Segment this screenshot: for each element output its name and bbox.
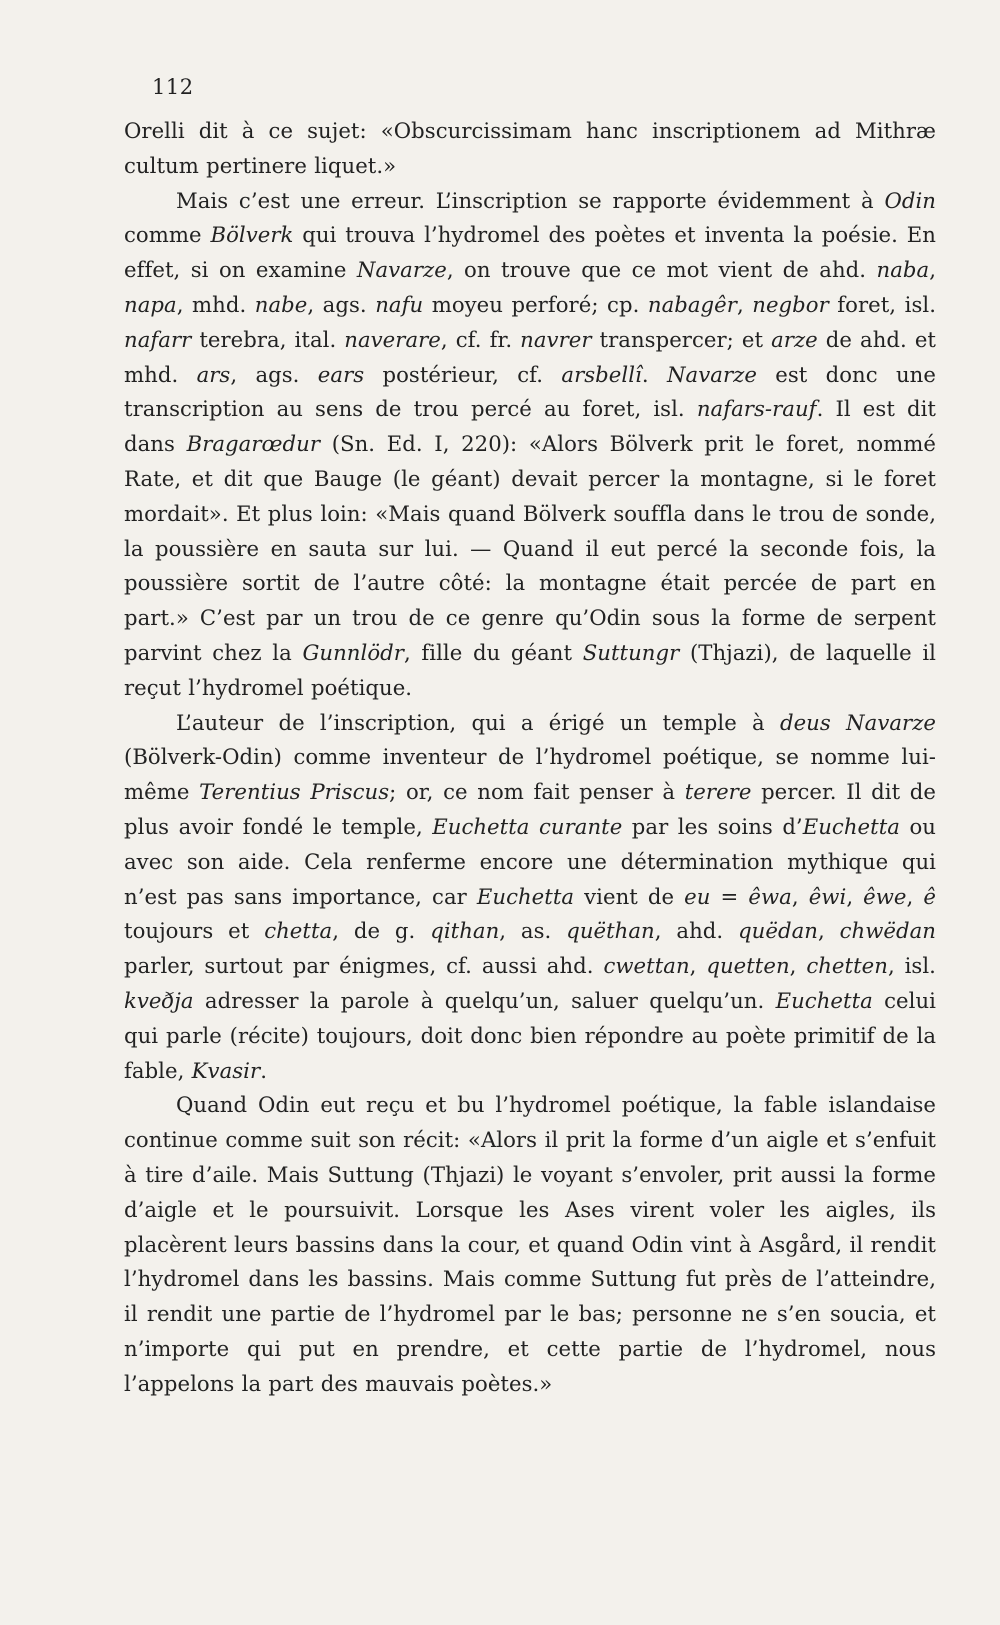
paragraph (124, 184, 936, 706)
italic-term: Kvasir (191, 1057, 261, 1083)
italic-term: nafu (375, 291, 424, 317)
italic-term: quetten (706, 953, 790, 979)
text-run: transpercer; et (591, 326, 772, 352)
text-run: , de g. (332, 918, 431, 944)
italic-term: êwe (863, 883, 907, 909)
page-number: 112 (152, 75, 194, 99)
italic-term: Navarze (666, 361, 757, 387)
italic-term: naba (876, 257, 930, 283)
text-run: (Sn. Ed. I, 220): «Alors Bölverk prit le foret, nommé Rate, et dit que Bauge (le géant) devait percer la montagne, si le foret mordait». Et plus loin: «Mais quand Bölverk souffla dans le trou de sonde, la poussière en sauta sur lui. — Quand il eut percé la seconde fois, la poussière sortit de l’autre côté: la montagne était percée de part en part.» C’est par un trou de ce genre qu’Odin sous la forme de serpent parvint chez la (124, 431, 936, 665)
text-run: percer. Il dit de plus avoir fondé le temple, (124, 779, 937, 839)
text-run: , ags. (307, 291, 376, 317)
text-run: de ahd. et mhd. (124, 326, 936, 387)
text-run: (Bölverk-Odin) comme inventeur de l’hydromel poétique, se nomme lui-même (124, 744, 936, 805)
text-run: L’auteur de l’inscription, qui a érigé un temple à (176, 709, 780, 735)
text-run: terebra, ital. (191, 326, 345, 352)
text-run: qui trouva l’hydromel des poètes et inventa la poésie. En effet, si on examine (124, 222, 936, 283)
italic-term: Gunnlödr (302, 639, 404, 665)
body-text (124, 114, 936, 1401)
text-run: , on trouve que ce mot vient de ahd. (446, 257, 877, 283)
text-run: , (789, 953, 807, 979)
text-run: Orelli dit à ce sujet: «Obscurcissimam hanc inscriptionem ad Mithræ cultum pertinere liquet.» (124, 118, 936, 178)
italic-term: êwa (748, 883, 792, 909)
text-run: , as. (499, 918, 567, 944)
text-run: par les soins d’ (622, 813, 803, 839)
italic-term: nafarr (124, 326, 192, 352)
italic-term: Bragarœdur (186, 431, 321, 457)
text-run: , ahd. (654, 918, 739, 944)
italic-term: chetten (806, 953, 888, 979)
paragraph (124, 1088, 936, 1401)
italic-term: nabe (254, 291, 308, 317)
italic-term: napa (124, 291, 177, 317)
italic-term: deus Navarze (779, 709, 937, 735)
text-run: foret, isl. (828, 291, 936, 317)
italic-term: Euchetta (802, 813, 900, 839)
italic-term: chetta (264, 918, 333, 944)
paragraph (124, 706, 936, 1089)
italic-term: Bölverk (210, 222, 294, 248)
italic-term: cwettan (603, 953, 690, 979)
text-run: (Thjazi), de laquelle il reçut l’hydromel poétique. (124, 639, 937, 700)
text-run: = (710, 883, 749, 909)
italic-term: quëdan (738, 918, 818, 944)
text-run: , (906, 883, 924, 909)
italic-term: negbor (752, 291, 829, 317)
italic-term: êwi (808, 883, 847, 909)
italic-term: Euchetta curante (432, 813, 623, 839)
text-run: , (689, 953, 707, 979)
italic-term: navrer (520, 326, 592, 352)
text-run: parler, surtout par énigmes, cf. aussi ahd. (124, 953, 604, 979)
italic-term: ê (923, 883, 936, 909)
text-run: comme (124, 222, 211, 248)
text-run: , cf. fr. (440, 326, 521, 352)
text-run: celui qui parle (récite) toujours, doit donc bien répondre au poète primitif de la fable, (124, 987, 936, 1083)
text-run: , (791, 883, 809, 909)
paragraph (124, 114, 936, 184)
italic-term: kveðja (124, 987, 194, 1013)
text-run: est donc une transcription au sens de trou percé au foret, isl. (124, 361, 936, 422)
text-run: , ags. (230, 361, 318, 387)
text-run: ou avec son aide. Cela renferme encore une détermination mythique qui n’est pas sans importance, car (124, 813, 936, 909)
italic-term: Suttungr (582, 639, 680, 665)
italic-term: nafars-rauf (696, 396, 817, 422)
text-run: toujours et (124, 918, 265, 944)
text-run: moyeu perforé; cp. (423, 291, 648, 317)
italic-term: Euchetta (775, 987, 873, 1013)
italic-term: Odin (884, 187, 936, 213)
italic-term: arze (771, 326, 818, 352)
text-run: , (846, 883, 864, 909)
italic-term: qithan (430, 918, 500, 944)
text-run: . (260, 1057, 267, 1083)
text-run: adresser la parole à quelqu’un, saluer quelqu’un. (193, 987, 776, 1013)
italic-term: quëthan (566, 918, 655, 944)
text-run: , (736, 291, 753, 317)
text-run: . (641, 361, 667, 387)
italic-term: naverare (344, 326, 441, 352)
text-run: Mais c’est une erreur. L’inscription se rapporte évidemment à (176, 187, 885, 213)
text-run: postérieur, cf. (364, 361, 562, 387)
italic-term: Terentius Priscus (199, 779, 390, 805)
italic-term: chwëdan (839, 918, 936, 944)
text-run: , isl. (887, 953, 936, 979)
text-run: ; or, ce nom fait penser à (389, 779, 685, 805)
text-run: , (817, 918, 840, 944)
italic-term: Euchetta (476, 883, 575, 909)
italic-term: arsbellî (561, 361, 642, 387)
text-run: Quand Odin eut reçu et bu l’hydromel poétique, la fable islandaise continue comme suit son récit: «Alors il prit la forme d’un aigle et s’enfuit à tire d’aile. Mais Suttung (Thjazi) le voyant s’envoler, prit aussi la forme d’aigle et le poursuivit. Lorsque les Ases virent voler les aigles, ils placèrent leurs bassins dans la cour, et quand Odin vint à Asgård, il rendit l’hydromel dans les bassins. Mais comme Suttung fut près de l’atteindre, il rendit une partie de l’hydromel par le bas; personne ne s’en soucia, et n’importe qui put en prendre, et cette partie de l’hydromel, nous l’appelons la part des mauvais poètes.» (124, 1092, 936, 1396)
italic-term: terere (684, 779, 752, 805)
text-run: vient de (574, 883, 685, 909)
italic-term: nabagêr (647, 291, 737, 317)
italic-term: eu (684, 883, 711, 909)
text-run: , mhd. (176, 291, 255, 317)
text-run: , (929, 257, 936, 283)
italic-term: ars (196, 361, 231, 387)
text-run: . Il est dit dans (124, 396, 936, 457)
italic-term: Navarze (356, 257, 447, 283)
text-run: , fille du géant (403, 639, 583, 665)
italic-term: ears (317, 361, 365, 387)
